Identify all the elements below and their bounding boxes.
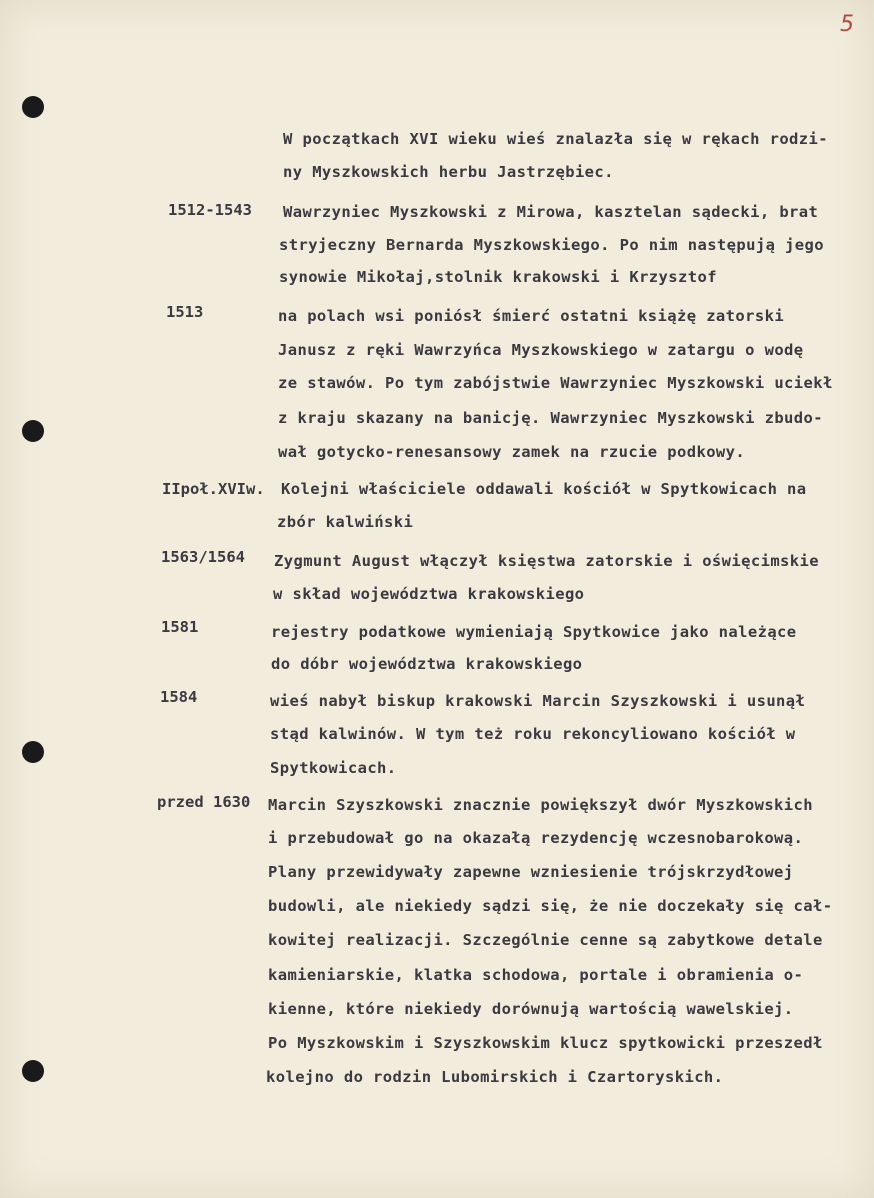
text-line: synowie Mikołaj,stolnik krakowski i Krzysztof [279, 268, 717, 286]
entry-date: IIpoł.XVIw. [162, 480, 265, 498]
text-line: Zygmunt August włączył księstwa zatorskie i oświęcimskie [274, 552, 819, 570]
entry-date: przed 1630 [157, 793, 251, 811]
text-line: i przebudował go na okazałą rezydencję wczesnobarokową. [268, 829, 804, 847]
text-line: stryjeczny Bernarda Myszkowskiego. Po nim następują jego [279, 236, 824, 254]
entry-date: 1584 [160, 688, 198, 706]
text-line: z kraju skazany na banicję. Wawrzyniec Myszkowski zbudo- [278, 409, 823, 427]
text-line: do dóbr województwa krakowskiego [271, 655, 583, 673]
text-line: kienne, które niekiedy dorównują wartością wawelskiej. [268, 1000, 794, 1018]
entry-date: 1512-1543 [168, 201, 252, 219]
text-line: kolejno do rodzin Lubomirskich i Czartoryskich. [266, 1068, 724, 1086]
text-line: na polach wsi poniósł śmierć ostatni książę zatorski [278, 307, 785, 325]
text-line: Kolejni właściciele oddawali kościół w Spytkowicach na [281, 480, 807, 498]
entry-date: 1581 [161, 618, 199, 636]
text-line: ny Myszkowskich herbu Jastrzębiec. [283, 163, 614, 181]
text-line: wieś nabył biskup krakowski Marcin Szyszkowski i usunął [270, 692, 806, 710]
text-line: W początkach XVI wieku wieś znalazła się w rękach rodzi- [283, 130, 828, 148]
page-number: 5 [840, 12, 854, 37]
text-line: zbór kalwiński [277, 513, 414, 531]
text-line: kowitej realizacji. Szczególnie cenne są zabytkowe detale [268, 931, 823, 949]
text-line: Po Myszkowskim i Szyszkowskim klucz spytkowicki przeszedł [268, 1034, 823, 1052]
entry-date: 1563/1564 [161, 548, 245, 566]
text-line: Plany przewidywały zapewne wzniesienie trójskrzydłowej [268, 863, 794, 881]
entry-date: 1513 [166, 303, 204, 321]
punch-hole [22, 1060, 44, 1082]
text-line: stąd kalwinów. W tym też roku rekoncyliowano kościół w [270, 725, 796, 743]
text-line: wał gotycko-renesansowy zamek na rzucie podkowy. [278, 443, 746, 461]
text-line: budowli, ale niekiedy sądzi się, że nie doczekały się cał- [268, 897, 833, 915]
text-line: ze stawów. Po tym zabójstwie Wawrzyniec Myszkowski uciekł [278, 374, 833, 392]
text-line: Wawrzyniec Myszkowski z Mirowa, kasztelan sądecki, brat [283, 203, 819, 221]
punch-hole [22, 741, 44, 763]
text-line: rejestry podatkowe wymieniają Spytkowice jako należące [271, 623, 797, 641]
punch-hole [22, 96, 44, 118]
text-line: Spytkowicach. [270, 759, 397, 777]
text-line: Janusz z ręki Wawrzyńca Myszkowskiego w zatargu o wodę [278, 341, 804, 359]
punch-hole [22, 420, 44, 442]
text-line: kamieniarskie, klatka schodowa, portale i obramienia o- [268, 966, 804, 984]
text-line: w skład województwa krakowskiego [273, 585, 585, 603]
text-line: Marcin Szyszkowski znacznie powiększył dwór Myszkowskich [268, 796, 813, 814]
